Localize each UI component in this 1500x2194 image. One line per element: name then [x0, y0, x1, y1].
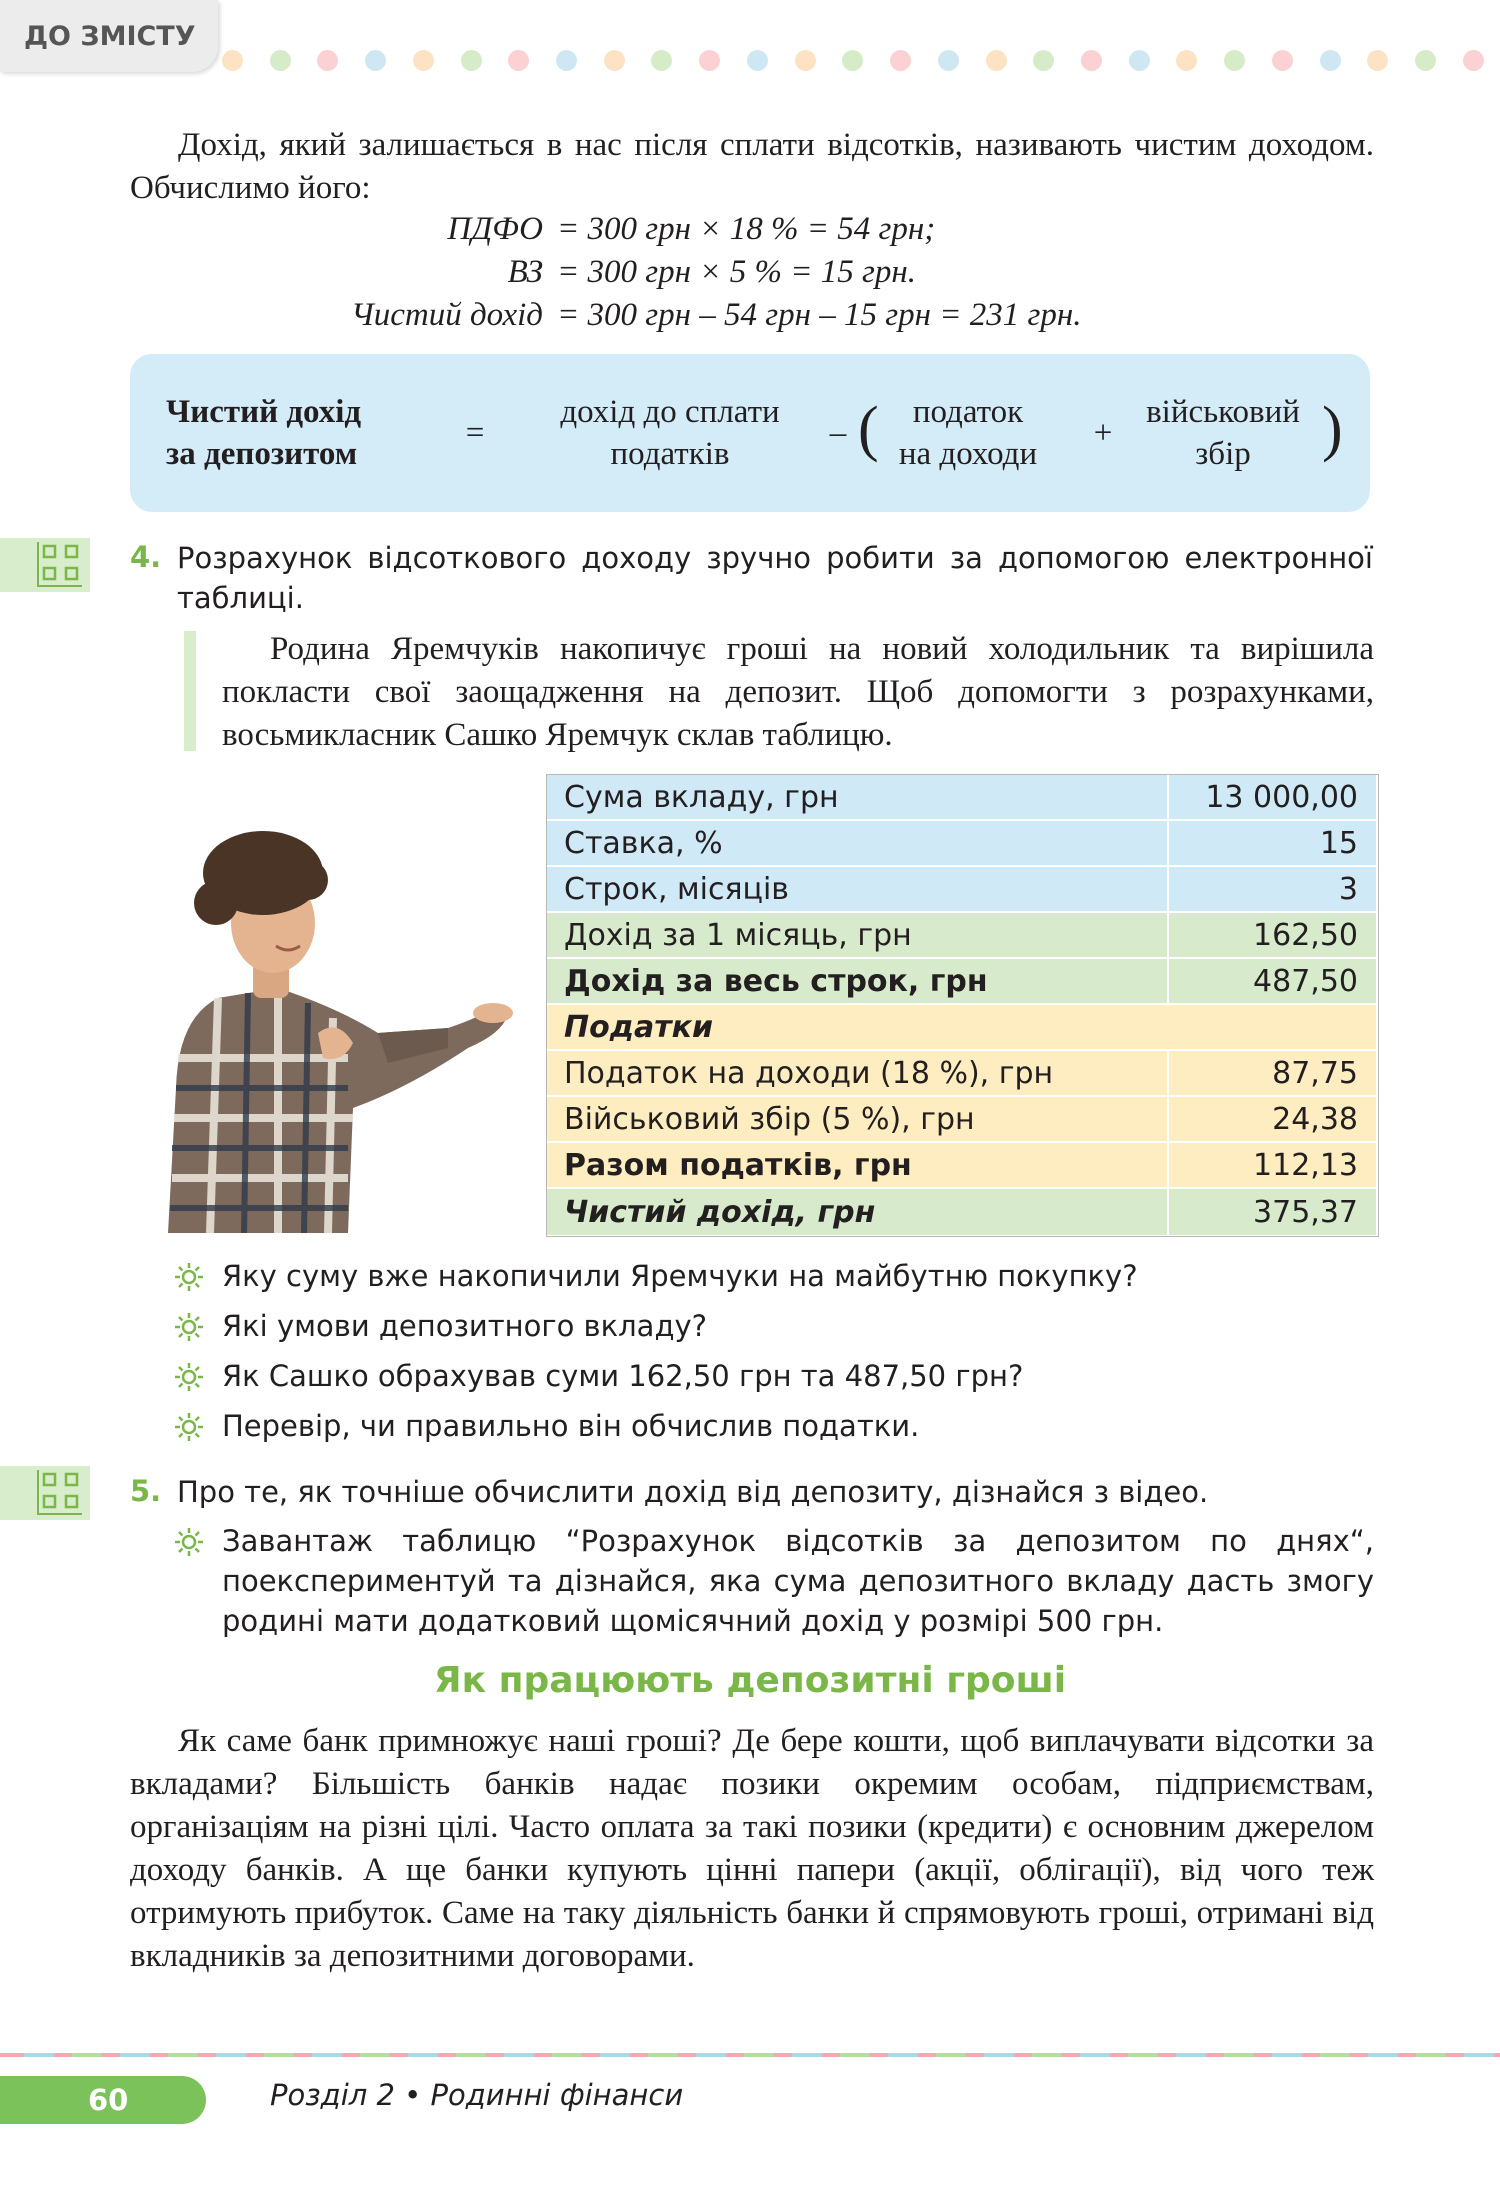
table-cell-label: Дохід за весь строк, грн	[547, 959, 1169, 1003]
term-net-deposit-income	[166, 391, 406, 475]
chapter-title: Розділ 2 • Родинні фінанси	[270, 2078, 684, 2112]
table-row	[547, 913, 1376, 959]
plus-sign: +	[1093, 415, 1113, 451]
minus-sign: –	[829, 415, 847, 451]
table-cell-value	[1169, 1005, 1376, 1049]
table-row	[547, 1189, 1376, 1235]
intro-paragraph: Дохід, який залишається в нас після сплати відсотків, називають чистим доходом. Обчислимо його:	[130, 127, 1374, 206]
table-cell-label: Військовий збір (5 %), грн	[547, 1097, 1169, 1141]
task-number: 4.	[130, 540, 162, 574]
table-cell-label: Чистий дохід, грн	[547, 1189, 1169, 1235]
task-text: Про те, як точніше обчислити дохід від депозиту, дізнайся з відео.	[177, 1475, 1209, 1509]
formula-lhs: ВЗ	[507, 254, 543, 290]
sun-bullet-icon	[174, 1262, 204, 1292]
section-body: Як саме банк примножує наші гроші? Де бере кошти, щоб виплачувати відсотки за вкладами? Більшість банків надає позики окремим особам, підприємствам, організаціям на різні цілі. Часто оплата за такі позики (кредити) є основним джерелом доходу банків. А ще банки купують цінні папери (акції, облігації), від чого теж отримують прибуток. Саме на таку діяльність банки й спрямовують гроші, отримані від вкладників за депозитними договорами.	[130, 1723, 1374, 1974]
task-subitem: Завантаж таблицю “Розрахунок відсотків за депозитом по днях“, поекспериментуй та дізнайся, яка сума депозитного вкладу дасть змогу родині мати додатковий щомісячний дохід у розмірі 500 грн.	[222, 1524, 1374, 1638]
table-cell-value: 487,50	[1253, 963, 1358, 999]
term-income-tax	[878, 391, 1058, 475]
term-line: дохід до сплати	[560, 394, 780, 430]
formula-lhs: Чистий дохід	[350, 297, 543, 333]
table-row	[547, 1097, 1376, 1143]
table-cell-value: 24,38	[1272, 1101, 1358, 1137]
deposit-table	[546, 774, 1379, 1237]
task-text: Розрахунок відсоткового доходу зручно робити за допомогою електронної таблиці.	[177, 541, 1373, 615]
term-pretax-income	[520, 391, 820, 475]
table-row	[547, 1005, 1376, 1051]
paren-open: (	[858, 395, 879, 463]
paren-close: )	[1322, 395, 1343, 463]
section-heading: Як працюють депозитні гроші	[433, 1660, 1067, 1701]
table-cell-label: Податок на доходи (18 %), грн	[547, 1051, 1169, 1095]
table-row	[547, 1051, 1376, 1097]
boy-illustration	[148, 818, 516, 1233]
table-cell-value: 112,13	[1253, 1147, 1358, 1183]
toc-button[interactable]: ДО ЗМІСТУ	[0, 0, 218, 72]
table-cell-value: 13 000,00	[1205, 779, 1358, 815]
decorative-dots-top	[222, 50, 1484, 71]
term-line: військовий	[1146, 394, 1300, 430]
table-cell-value: 162,50	[1253, 917, 1358, 953]
story-paragraph: Родина Яремчуків накопичує гроші на новий холодильник та вирішила покласти свої заощадження на депозит. Щоб допомогти з розрахунками, восьмикласник Сашко Яремчук склав таблицю.	[222, 631, 1374, 753]
table-cell-label: Разом податків, грн	[547, 1143, 1169, 1187]
sun-bullet-icon	[174, 1527, 204, 1557]
question-item: Які умови депозитного вкладу?	[222, 1309, 708, 1343]
table-row	[547, 867, 1376, 913]
term-line: податків	[610, 436, 730, 472]
term-line: Чистий дохід	[166, 394, 362, 430]
table-cell-label: Податки	[564, 1009, 713, 1045]
term-line: податок	[912, 394, 1024, 430]
table-cell-value: 87,75	[1272, 1055, 1358, 1091]
table-cell-label: Дохід за 1 місяць, грн	[547, 913, 1169, 957]
table-cell-value: 15	[1319, 825, 1358, 861]
sun-bullet-icon	[174, 1412, 204, 1442]
story-accent-bar	[184, 631, 196, 751]
sun-bullet-icon	[174, 1362, 204, 1392]
table-row	[547, 1143, 1376, 1189]
table-cell-label: Сума вкладу, грн	[547, 775, 1169, 819]
equals-sign: =	[465, 415, 485, 451]
term-line: збір	[1195, 436, 1251, 472]
table-row	[547, 821, 1376, 867]
formula-vz	[0, 251, 1500, 294]
formula-net-income	[0, 294, 1500, 337]
formula-rhs: = 300 грн – 54 грн – 15 грн = 231 грн.	[557, 297, 1082, 333]
table-cell-label: Строк, місяців	[547, 867, 1169, 911]
task-number: 5.	[130, 1474, 162, 1508]
definition-box	[130, 354, 1370, 512]
page-number: 60	[0, 2076, 206, 2124]
table-row	[547, 775, 1376, 821]
question-item: Перевір, чи правильно він обчислив податки.	[222, 1409, 920, 1443]
formula-rhs: = 300 грн × 5 % = 15 грн.	[557, 254, 917, 290]
table-cell-value: 375,37	[1253, 1194, 1358, 1230]
term-line: за депозитом	[166, 436, 358, 472]
question-item: Яку суму вже накопичили Яремчуки на майбутню покупку?	[222, 1259, 1138, 1293]
qr-code-icon[interactable]	[0, 1466, 90, 1520]
formula-lhs: ПДФО	[447, 211, 543, 247]
footer-dash-line	[0, 2052, 1500, 2058]
table-cell-value: 3	[1338, 871, 1358, 907]
term-line: на доходи	[898, 436, 1038, 472]
formula-pdfo	[0, 208, 1500, 251]
sun-bullet-icon	[174, 1312, 204, 1342]
table-row	[547, 959, 1376, 1005]
qr-code-icon[interactable]	[0, 538, 90, 592]
formula-rhs: = 300 грн × 18 % = 54 грн;	[557, 211, 936, 247]
table-cell-label: Ставка, %	[547, 821, 1169, 865]
question-item: Як Сашко обрахував суми 162,50 грн та 487,50 грн?	[222, 1359, 1024, 1393]
term-military-levy	[1133, 391, 1313, 475]
